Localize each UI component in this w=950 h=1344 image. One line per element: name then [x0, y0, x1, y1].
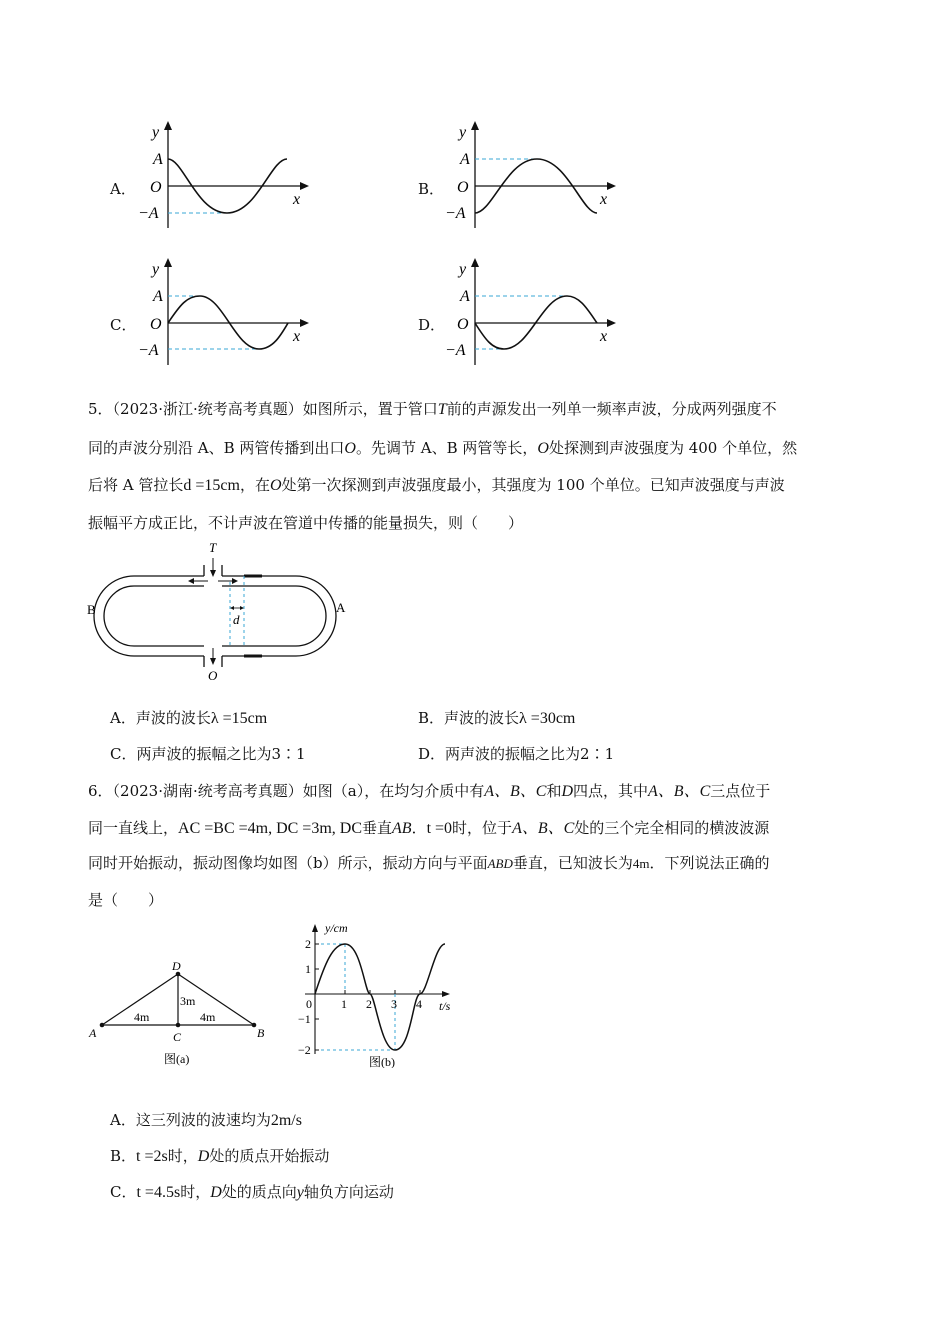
a-tick-label: A — [153, 151, 163, 168]
q5-text: 前的声源发出一列单一频率声波，分成两列强度不 — [446, 400, 777, 418]
q5-option-c[interactable] — [110, 743, 306, 764]
option-text: B． — [110, 1147, 137, 1165]
origin-label: O — [457, 179, 469, 196]
option-math: λ =30cm — [519, 710, 576, 727]
option-math: 3∶1 — [271, 745, 306, 763]
option-text: B．声波的波长 — [418, 709, 520, 727]
q6-text: 处的三个完全相同的横波波源 — [574, 819, 770, 837]
figure-b-caption: 图(b) — [369, 1055, 395, 1068]
q5-symbol-t: T — [437, 401, 447, 418]
graph-option-d — [442, 255, 622, 370]
q5-line-4: 振幅平方成正比，不计声波在管道中传播的能量损失，则（ ） — [88, 514, 524, 532]
q5-text: 同的声波分别沿 A、B 两管传播到出口 — [88, 439, 345, 457]
q6-option-a[interactable] — [110, 1109, 302, 1130]
q6-text: 和 — [546, 782, 562, 800]
q6-math: AB — [392, 820, 412, 837]
y-axis-label: y — [152, 261, 160, 278]
q5-symbol-o: O — [344, 440, 356, 457]
q6-text: 同一直线上， — [88, 819, 179, 837]
y-tick-1: 1 — [305, 962, 311, 976]
label-b: B — [87, 602, 96, 617]
q5-text: 后将 A 管拉长 — [88, 476, 184, 494]
option-math: λ =15cm — [210, 710, 268, 727]
x-axis-label: x — [293, 191, 301, 208]
q6-text: 三点位于 — [710, 782, 771, 800]
q6-math: A、B、C — [648, 783, 711, 800]
option-text: A．声波的波长 — [110, 709, 211, 727]
origin-label: O — [150, 316, 162, 333]
neg-a-tick-label: −A — [138, 205, 159, 222]
length-dc-label: 3m — [180, 994, 196, 1008]
q6-math: 4m — [632, 856, 650, 871]
point-c-label: C — [173, 1030, 182, 1044]
option-text: A．这三列波的波速均为 — [110, 1111, 271, 1129]
q6-text: 垂直 — [362, 819, 393, 837]
q5-text: 处探测到声波强度为 400 个单位，然 — [548, 439, 798, 457]
a-tick-label: A — [153, 288, 163, 305]
option-c-label[interactable]: C． — [110, 316, 137, 334]
option-a-label[interactable]: A． — [110, 180, 136, 198]
option-text: 时， — [180, 1183, 211, 1201]
a-tick-label: A — [460, 151, 470, 168]
option-text: 时， — [167, 1147, 198, 1165]
q5-text: ，在 — [239, 476, 270, 494]
neg-a-tick-label: −A — [445, 205, 466, 222]
q6-text: 同时开始振动，振动图像均如图（b）所示，振动方向与平面 — [88, 854, 488, 872]
y-axis-label: y — [152, 124, 160, 141]
graph-option-a — [135, 118, 315, 233]
q6-option-b[interactable] — [110, 1145, 329, 1166]
option-math: 2∶1 — [580, 745, 615, 763]
option-math: D — [210, 1184, 222, 1201]
option-b-label[interactable]: B． — [418, 180, 445, 198]
q6-line-2 — [88, 815, 769, 838]
q6-text: 6．（2023·湖南·统考高考真题）如图（a），在均匀介质中有 — [88, 782, 485, 800]
q6-figure-b — [295, 918, 465, 1068]
q6-text: 四点，其中 — [573, 782, 649, 800]
q6-math: D — [561, 783, 574, 800]
q6-math: t =0 — [426, 820, 453, 837]
y-tick-2: 2 — [305, 937, 311, 951]
q6-line-4: 是（ ） — [88, 891, 164, 909]
q6-math: A、B、C — [484, 783, 547, 800]
q5-option-d[interactable] — [418, 743, 614, 764]
graph-option-c — [135, 255, 315, 370]
x-tick-1: 1 — [341, 997, 347, 1011]
q6-text: ．下列说法正确的 — [649, 854, 770, 872]
a-tick-label: A — [460, 288, 470, 305]
option-text: D．两声波的振幅之比为 — [418, 745, 581, 763]
length-ac-label: 4m — [134, 1010, 150, 1024]
option-text: 处的质点开始振动 — [209, 1147, 330, 1165]
q5-line-3 — [88, 474, 785, 495]
q6-figure-a — [82, 955, 272, 1075]
q5-option-b[interactable] — [418, 707, 575, 728]
option-math: 2m/s — [270, 1112, 302, 1129]
option-d-label[interactable]: D． — [418, 316, 446, 334]
q5-line-2 — [88, 437, 797, 458]
q6-text: ． — [411, 819, 427, 837]
y-axis-label: y — [459, 124, 467, 141]
q6-line-3 — [88, 852, 770, 873]
x-axis-label: x — [600, 328, 608, 345]
y-tick-neg2: −2 — [298, 1043, 311, 1057]
q5-pipe-figure — [84, 540, 354, 680]
q6-line-1 — [88, 778, 770, 801]
q6-text: 垂直，已知波长为 — [512, 854, 633, 872]
q5-text: 处第一次探测到声波强度最小，其强度为 100 个单位。已知声波强度与声波 — [281, 476, 785, 494]
q5-text: 。先调节 A、B 两管等长， — [355, 439, 538, 457]
option-math: D — [197, 1148, 210, 1165]
x-axis-label: x — [600, 191, 608, 208]
origin-label: O — [457, 316, 469, 333]
option-text: C． — [110, 1183, 137, 1201]
option-text: 处的质点向 — [221, 1183, 297, 1201]
figure-a-caption: 图(a) — [164, 1052, 190, 1066]
option-text: C．两声波的振幅之比为 — [110, 745, 272, 763]
graph-option-b — [442, 118, 622, 233]
option-math: t =4.5s — [136, 1184, 181, 1201]
option-math: y — [296, 1184, 304, 1201]
origin-label: O — [150, 179, 162, 196]
option-text: 轴负方向运动 — [303, 1183, 394, 1201]
x-tick-2: 2 — [366, 997, 372, 1011]
q6-option-c[interactable] — [110, 1181, 394, 1202]
length-bc-label: 4m — [200, 1010, 216, 1024]
x-tick-3: 3 — [391, 997, 397, 1011]
option-math: t =2s — [136, 1148, 168, 1165]
q5-symbol-o: O — [269, 477, 282, 494]
q5-text: 5．（2023·浙江·统考高考真题）如图所示，置于管口 — [88, 400, 438, 418]
q5-symbol-o: O — [537, 440, 549, 457]
x-tick-4: 4 — [416, 997, 422, 1011]
y-axis-label: y/cm — [325, 921, 348, 935]
label-a: A — [336, 600, 346, 615]
point-b-label: B — [257, 1026, 265, 1040]
neg-a-tick-label: −A — [445, 342, 466, 359]
q5-math-d: d =15cm — [183, 477, 240, 494]
neg-a-tick-label: −A — [138, 342, 159, 359]
q6-text: 时，位于 — [452, 819, 513, 837]
x-axis-label: x — [293, 328, 301, 345]
label-o: O — [208, 668, 218, 680]
label-d: d — [233, 612, 240, 627]
q6-math: A、B、C — [512, 820, 575, 837]
q5-line-1 — [88, 398, 777, 419]
point-a-label: A — [89, 1026, 97, 1040]
q6-math: ABD — [487, 856, 513, 871]
y-axis-label: y — [459, 261, 467, 278]
y-tick-neg1: −1 — [298, 1012, 311, 1026]
q6-math: AC =BC =4m, DC =3m, DC — [178, 820, 362, 837]
point-d-label: D — [172, 959, 181, 973]
label-t: T — [209, 540, 217, 555]
x-axis-label: t/s — [439, 999, 451, 1013]
q5-option-a[interactable] — [110, 707, 267, 728]
y-tick-0: 0 — [306, 997, 312, 1011]
